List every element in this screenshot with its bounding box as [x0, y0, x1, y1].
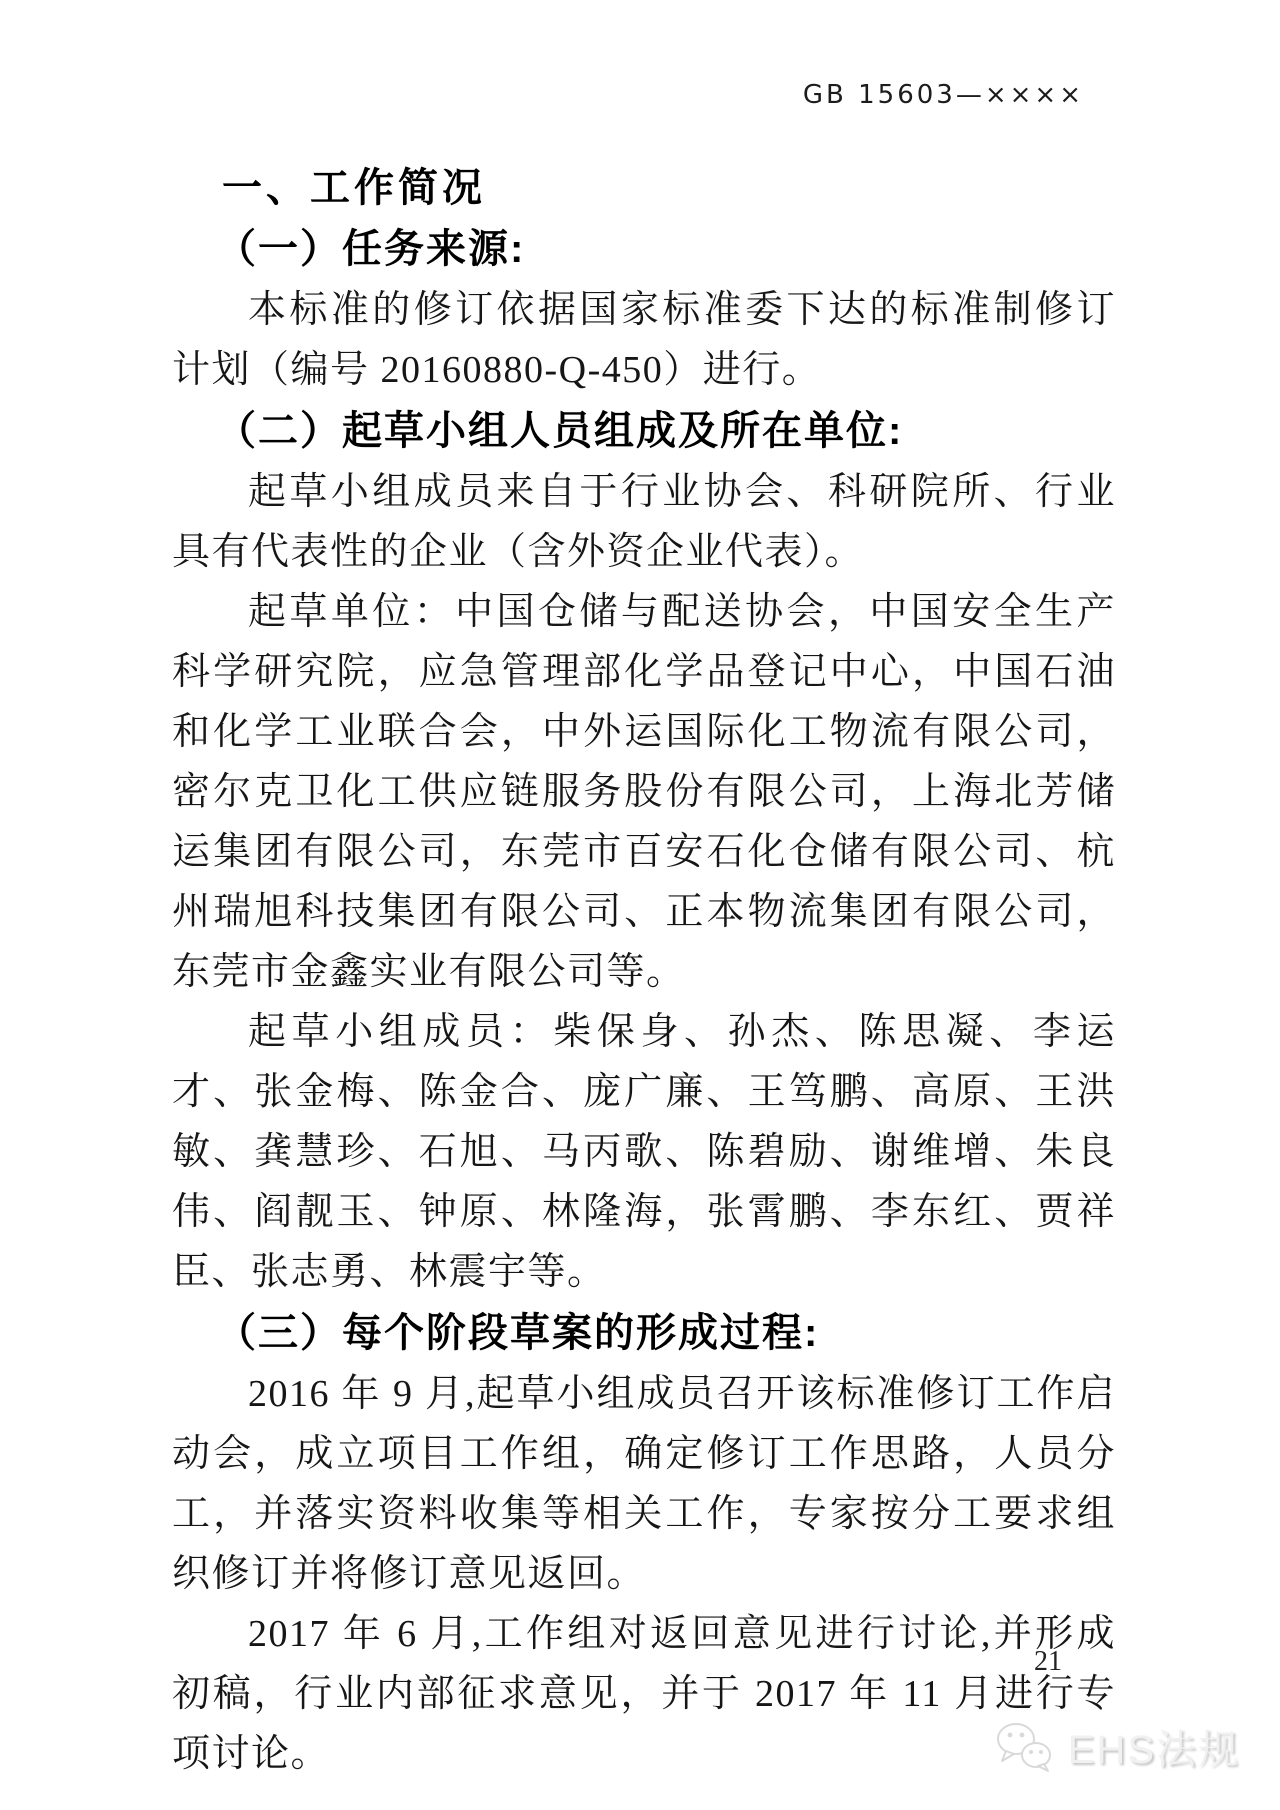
paragraph: 起草小组成员：柴保身、孙杰、陈思凝、李运才、张金梅、陈金合、庞广廉、王笃鹏、高原、王洪敏、龚慧珍、石旭、马丙歌、陈碧励、谢维增、朱良伟、阎靓玉、钟原、林隆海，张霄鹏、李东红、贾祥臣、张志勇、林震宇等。	[172, 1011, 1116, 1293]
paragraph: 起草小组成员来自于行业协会、科研院所、行业具有代表性的企业（含外资企业代表）。	[172, 471, 1116, 573]
document-body	[172, 158, 1116, 1784]
paragraph: 2016 年 9 月,起草小组成员召开该标准修订工作启动会，成立项目工作组，确定修订工作思路，人员分工，并落实资料收集等相关工作，专家按分工要求组织修订并将修订意见返回。	[172, 1373, 1116, 1595]
paragraph: 本标准的修订依据国家标准委下达的标准制修订计划（编号 20160880-Q-450）进行。	[172, 289, 1116, 391]
page-title: 一、工作简况	[222, 166, 486, 210]
watermark	[992, 1718, 1240, 1775]
section-heading-draft-process: （三）每个阶段草案的形成过程:	[216, 1311, 820, 1355]
section-heading-drafting-group: （二）起草小组人员组成及所在单位:	[216, 409, 904, 453]
watermark-label: EHS法规	[1067, 1728, 1240, 1772]
page-number: 21	[1034, 1646, 1062, 1677]
standard-number-header: GB 15603—××××	[802, 80, 1084, 110]
section-heading-task-source: （一）任务来源:	[216, 227, 526, 271]
paragraph: 起草单位：中国仓储与配送协会，中国安全生产科学研究院，应急管理部化学品登记中心，中国石油和化学工业联合会，中外运国际化工物流有限公司，密尔克卫化工供应链服务股份有限公司，上海北芳储运集团有限公司，东莞市百安石化仓储有限公司、杭州瑞旭科技集团有限公司、正本物流集团有限公司，东莞市金鑫实业有限公司等。	[172, 591, 1116, 993]
paragraph: 2017 年 6 月,工作组对返回意见进行讨论,并形成初稿，行业内部征求意见，并于 2017 年 11 月进行专项讨论。	[172, 1613, 1116, 1775]
wechat-icon	[992, 1720, 1056, 1774]
